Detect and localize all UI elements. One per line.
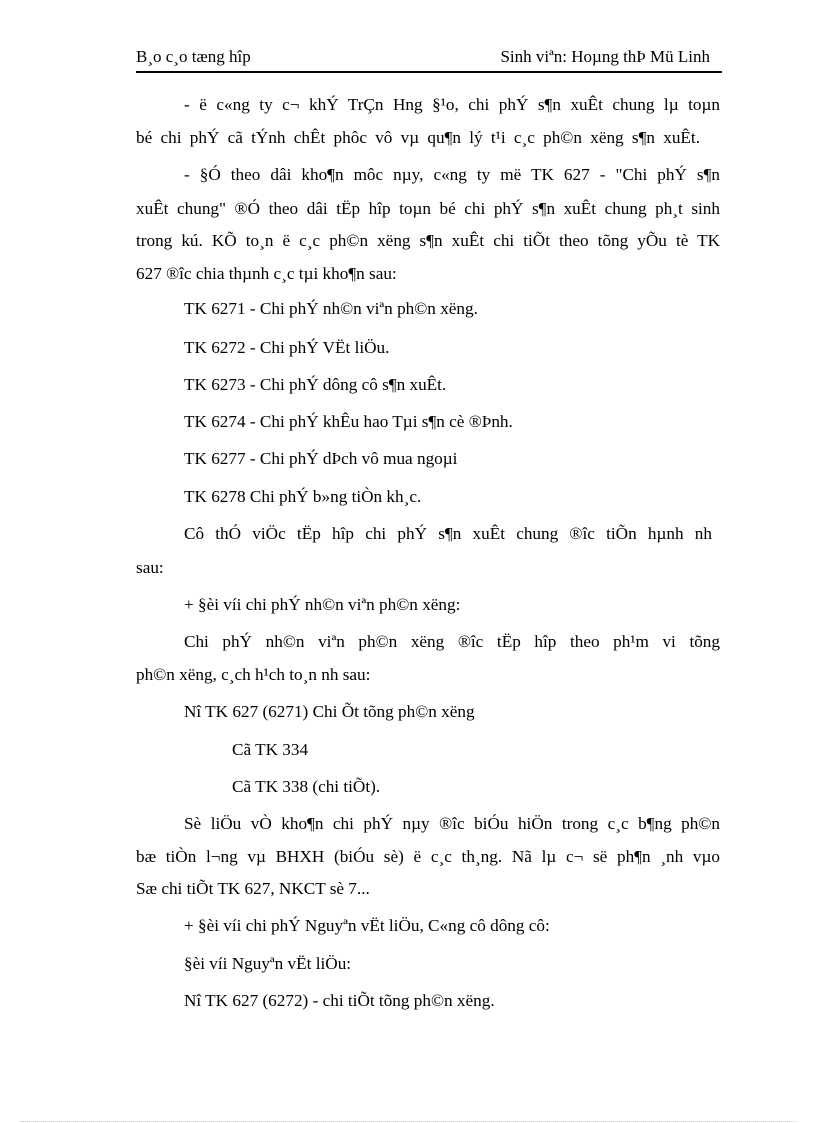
text-line: Nî TK 627 (6271) Chi Õt tõng ph©n xëng <box>184 702 475 721</box>
text-line: Sæ chi tiÕt TK 627, NKCT sè 7... <box>136 879 370 898</box>
text-line: bæ tiÒn l¬ng vµ BHXH (biÓu sè) ë c¸c th¸ng. Nã lµ c¬ së ph¶n ¸nh vµo <box>136 847 720 866</box>
text-line: xuÊt chung" ®Ó theo dâi tËp hîp toµn bé chi phÝ s¶n xuÊt chung ph¸t sinh <box>136 199 720 218</box>
text-line: ph©n xëng, c¸ch h¹ch to¸n nh sau: <box>136 665 371 684</box>
text-line: TK 6277 - Chi phÝ dÞch vô mua ngoµi <box>184 449 458 468</box>
text-line: 627 ®îc chia thµnh c¸c tµi kho¶n sau: <box>136 264 397 283</box>
text-line: - ë c«ng ty c¬ khÝ TrÇn Hng §¹o, chi phÝ s¶n xuÊt chung lµ toµn <box>184 95 720 114</box>
text-line: Cã TK 338 (chi tiÕt). <box>232 777 381 796</box>
text-line: TK 6272 - Chi phÝ VËt liÖu. <box>184 338 390 357</box>
text-line: trong kú. KÕ to¸n ë c¸c ph©n xëng s¶n xuÊt chi tiÕt theo tõng yÕu tè TK <box>136 231 720 250</box>
student-name: Sinh viªn: Hoµng thÞ Mü Linh <box>500 47 710 66</box>
text-line: + §èi víi chi phÝ nh©n viªn ph©n xëng: <box>184 595 461 614</box>
text-line: Cã TK 334 <box>232 740 309 759</box>
text-line: TK 6271 - Chi phÝ nh©n viªn ph©n xëng. <box>184 299 478 318</box>
text-line: Chi phÝ nh©n viªn ph©n xëng ®îc tËp hîp theo ph¹m vi tõng <box>184 632 720 651</box>
header-divider <box>136 71 722 73</box>
text-line: Nî TK 627 (6272) - chi tiÕt tõng ph©n xëng. <box>184 991 495 1010</box>
page-header <box>136 47 722 71</box>
text-line: - §Ó theo dâi kho¶n môc nµy, c«ng ty më TK 627 - "Chi phÝ s¶n <box>184 165 720 184</box>
text-line: Sè liÖu vÒ kho¶n chi phÝ nµy ®îc biÓu hiÖn trong c¸c b¶ng ph©n <box>184 814 720 833</box>
text-line: + §èi víi chi phÝ Nguyªn vËt liÖu, C«ng cô dông cô: <box>184 916 550 935</box>
text-line: TK 6278 Chi phÝ b»ng tiÒn kh¸c. <box>184 487 422 506</box>
text-line: bé chi phÝ cã tÝnh chÊt phôc vô vµ qu¶n lý t¹i c¸c ph©n xëng s¶n xuÊt. <box>136 128 700 147</box>
page-bottom-border <box>20 1121 796 1122</box>
text-line: Cô thÓ viÖc tËp hîp chi phÝ s¶n xuÊt chung ®îc tiÕn hµnh nh <box>184 524 712 543</box>
text-line: sau: <box>136 558 164 577</box>
report-title: B¸o c¸o tæng hîp <box>136 47 251 66</box>
text-line: TK 6273 - Chi phÝ dông cô s¶n xuÊt. <box>184 375 447 394</box>
text-line: TK 6274 - Chi phÝ khÊu hao Tµi s¶n cè ®Þnh. <box>184 412 513 431</box>
text-line: §èi víi Nguyªn vËt liÖu: <box>184 954 352 973</box>
